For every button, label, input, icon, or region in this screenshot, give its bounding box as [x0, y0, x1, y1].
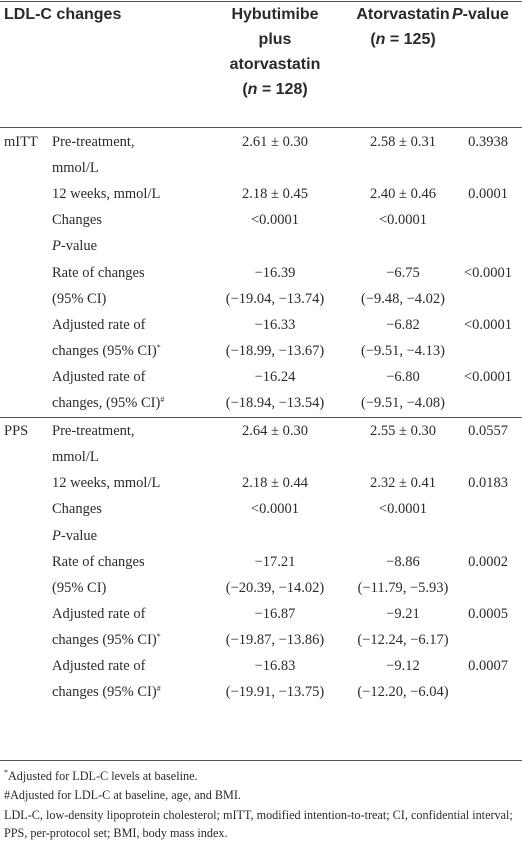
cell-atorvastatin: 2.55 ± 0.30 — [370, 423, 436, 440]
cell-hybutimibe: (−19.04, −13.74) — [225, 290, 325, 307]
cell-hybutimibe: 2.61 ± 0.30 — [242, 134, 308, 150]
row-label: 12 weeks, mmol/L — [52, 186, 161, 203]
n-label: n — [247, 81, 258, 98]
header-hybutimibe-line-1: Hybutimibe — [231, 6, 319, 23]
row-label: Pre-treatment, — [52, 423, 135, 440]
row-label: mmol/L — [52, 160, 99, 177]
n-value: 128 — [275, 81, 303, 98]
cell-atorvastatin: (−9.51, −4.08) — [360, 395, 445, 411]
header-atorvastatin-line-1: Atorvastatin — [356, 6, 450, 23]
cell-p-value: 0.0005 — [468, 605, 508, 622]
cell-hybutimibe: 2.64 ± 0.30 — [242, 423, 308, 440]
n-value: 125 — [403, 31, 431, 48]
header-hybutimibe-group — [205, 2, 345, 102]
header-hybutimibe-line-3: atorvastatin — [229, 56, 321, 73]
cell-atorvastatin: −9.12 — [386, 658, 420, 674]
group-divider-rule — [0, 417, 522, 418]
cell-atorvastatin: −6.80 — [386, 368, 420, 385]
cell-hybutimibe: (−19.87, −13.86) — [225, 631, 325, 648]
cell-p-value: 0.0183 — [468, 475, 508, 492]
p-italic: P — [452, 6, 463, 23]
footnote-star — [4, 768, 518, 786]
cell-p-value: <0.0001 — [463, 264, 513, 281]
row-label: changes (95% CI)* — [52, 631, 161, 648]
cell-hybutimibe: 2.18 ± 0.44 — [242, 475, 308, 492]
row-label: Rate of changes — [52, 553, 145, 570]
row-label: mmol/L — [52, 449, 99, 466]
row-label: changes, (95% CI)# — [52, 395, 165, 411]
row-label: Adjusted rate of — [52, 658, 146, 674]
row-label: Adjusted rate of — [52, 368, 146, 385]
footnote-abbreviations: LDL-C, low-density lipoprotein cholesterol; mITT, modified intention-to-treat; CI, confidential interval; PPS, per-protocol set; BMI, body mass index. — [4, 808, 513, 840]
footnote-hash — [4, 787, 518, 805]
footnote-star-text: Adjusted for LDL-C levels at baseline. — [8, 769, 198, 783]
cell-atorvastatin: <0.0001 — [378, 501, 428, 518]
header-hybutimibe-line-2: plus — [258, 31, 292, 48]
cell-hybutimibe: (−20.39, −14.02) — [225, 579, 325, 596]
row-label: 12 weeks, mmol/L — [52, 475, 161, 492]
cell-atorvastatin: −6.82 — [386, 316, 420, 333]
cell-hybutimibe: 2.18 ± 0.45 — [242, 186, 308, 203]
header-hybutimibe-n: (n = 128) — [242, 81, 308, 98]
header-p-value — [452, 2, 509, 27]
row-label: Rate of changes — [52, 264, 145, 281]
cell-atorvastatin: (−12.24, −6.17) — [357, 631, 449, 648]
cell-hybutimibe: <0.0001 — [250, 501, 300, 518]
row-label: P-value — [52, 238, 98, 255]
row-label: Pre-treatment, — [52, 134, 135, 150]
hash-mark: # — [4, 788, 11, 802]
header-ldl-c-changes: LDL-C changes — [4, 6, 122, 23]
row-label: (95% CI) — [52, 579, 107, 596]
cell-p-value: <0.0001 — [463, 316, 513, 333]
cell-atorvastatin: 2.32 ± 0.41 — [370, 475, 436, 492]
cell-atorvastatin: (−9.51, −4.13) — [360, 342, 445, 359]
group-label: PPS — [4, 423, 29, 440]
cell-p-value: <0.0001 — [463, 368, 513, 385]
row-label: Changes — [52, 501, 102, 518]
cell-p-value: 0.3938 — [468, 134, 508, 150]
header-bottom-rule — [0, 127, 522, 128]
n-equals: = — [257, 81, 276, 98]
footnote-hash-text: Adjusted for LDL-C at baseline, age, and BMI. — [10, 788, 241, 802]
row-label: Changes — [52, 212, 102, 229]
cell-hybutimibe: (−18.99, −13.67) — [225, 342, 325, 359]
cell-hybutimibe: −16.24 — [254, 368, 296, 385]
cell-atorvastatin: −8.86 — [386, 553, 420, 570]
cell-atorvastatin: (−12.20, −6.04) — [357, 684, 449, 701]
cell-hybutimibe: (−19.91, −13.75) — [225, 684, 325, 701]
cell-p-value: 0.0001 — [468, 186, 508, 203]
header-atorvastatin-n: (n = 125) — [370, 31, 436, 48]
cell-atorvastatin: −9.21 — [386, 605, 420, 622]
row-label: Adjusted rate of — [52, 605, 146, 622]
cell-hybutimibe: −16.87 — [254, 605, 296, 622]
cell-hybutimibe: (−18.94, −13.54) — [225, 395, 325, 411]
row-label: Adjusted rate of — [52, 316, 146, 333]
table-bottom-rule — [0, 760, 522, 761]
n-label: n — [375, 31, 386, 48]
header-atorvastatin-group — [338, 2, 468, 52]
cell-atorvastatin: 2.40 ± 0.46 — [370, 186, 436, 203]
group-label: mITT — [4, 134, 38, 150]
cell-atorvastatin: (−9.48, −4.02) — [360, 290, 445, 307]
cell-atorvastatin: (−11.79, −5.93) — [357, 579, 449, 596]
cell-atorvastatin: −6.75 — [386, 264, 420, 281]
p-suffix: -value — [462, 6, 509, 23]
n-equals: = — [385, 31, 404, 48]
cell-hybutimibe: −16.33 — [254, 316, 296, 333]
cell-p-value: 0.0002 — [468, 553, 508, 570]
cell-hybutimibe: −16.83 — [254, 658, 296, 674]
cell-atorvastatin: 2.58 ± 0.31 — [370, 134, 436, 150]
cell-hybutimibe: −17.21 — [254, 553, 296, 570]
cell-hybutimibe: <0.0001 — [250, 212, 300, 229]
cell-p-value: 0.0007 — [468, 658, 508, 674]
row-label: P-value — [52, 527, 98, 544]
star-mark: * — [4, 768, 8, 777]
row-label: changes (95% CI)# — [52, 684, 161, 701]
row-label: changes (95% CI)* — [52, 342, 161, 359]
cell-atorvastatin: <0.0001 — [378, 212, 428, 229]
row-label: (95% CI) — [52, 290, 107, 307]
cell-p-value: 0.0557 — [468, 423, 508, 440]
cell-hybutimibe: −16.39 — [254, 264, 296, 281]
